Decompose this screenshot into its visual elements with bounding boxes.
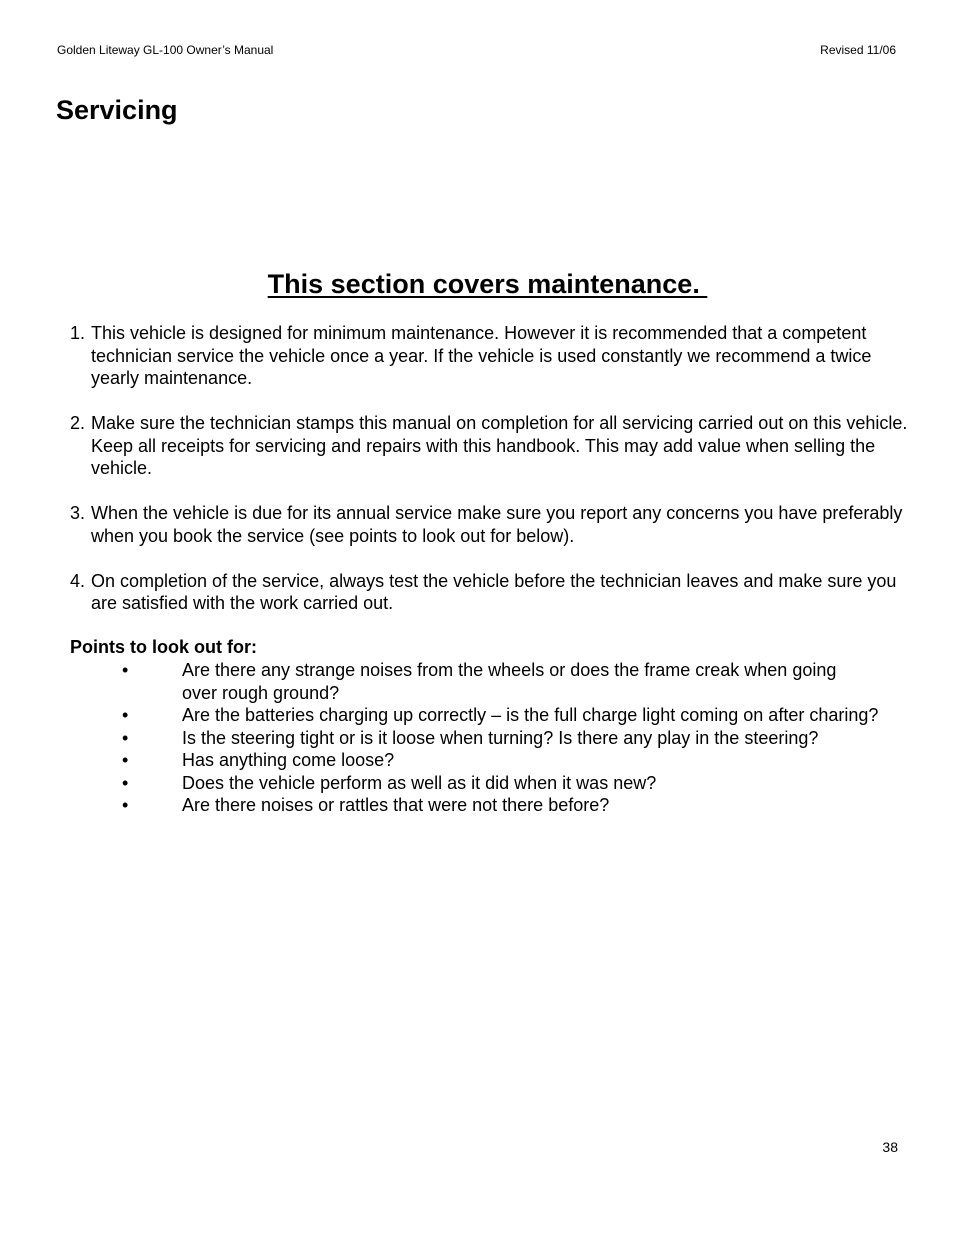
bullet-icon: • — [122, 727, 129, 748]
list-item — [120, 749, 910, 772]
bullet-icon: • — [122, 795, 129, 815]
page-title: Servicing — [56, 95, 178, 125]
points-list — [120, 659, 910, 817]
list-item — [70, 412, 910, 480]
list-item — [120, 659, 910, 704]
bullet-icon: • — [122, 705, 129, 725]
bullet-icon: • — [122, 750, 129, 770]
point-text: Is the steering tight or is it loose when turning? Is there any play in the steering? — [182, 727, 819, 748]
list-item — [120, 794, 910, 817]
section-heading: This section covers maintenance. — [267, 269, 708, 299]
point-text: Has anything come loose? — [182, 750, 395, 770]
point-text: Are there noises or rattles that were not there before? — [182, 795, 610, 815]
step-text: When the vehicle is due for its annual service make sure you report any concerns you have preferably when you book the service (see points to look out for below). — [91, 503, 903, 546]
list-item — [70, 570, 910, 615]
list-item — [120, 772, 910, 795]
step-text: Make sure the technician stamps this manual on completion for all servicing carried out on this vehicle. Keep all receipts for servicing and repairs with this handbook. This may add value when selling the vehicle. — [91, 413, 908, 478]
list-item — [70, 502, 910, 547]
step-number: 3. — [70, 503, 86, 523]
point-text: Are there any strange noises from the wheels or does the frame creak when going over rough ground? — [182, 660, 837, 703]
point-text: Does the vehicle perform as well as it did when it was new? — [182, 772, 657, 793]
bullet-icon: • — [122, 772, 129, 793]
running-header-revision: Revised 11/06 — [820, 43, 896, 57]
list-item — [70, 322, 910, 390]
step-number: 4. — [70, 570, 86, 591]
step-number: 2. — [70, 413, 86, 433]
step-text: This vehicle is designed for minimum maintenance. However it is recommended that a competent technician service the vehicle once a year. If the vehicle is used constantly we recommend a twice yearly maintenance. — [91, 323, 872, 388]
running-header-title: Golden Liteway GL-100 Owner’s Manual — [57, 43, 274, 57]
bullet-icon: • — [122, 660, 129, 680]
maintenance-steps-list — [70, 322, 910, 637]
points-heading: Points to look out for: — [70, 637, 257, 657]
step-number: 1. — [70, 323, 86, 343]
list-item — [120, 704, 910, 727]
step-text: On completion of the service, always test the vehicle before the technician leaves and make sure you are satisfied with the work carried out. — [91, 570, 897, 613]
point-text: Are the batteries charging up correctly – is the full charge light coming on after charing? — [182, 705, 879, 725]
list-item — [120, 727, 910, 750]
page-number: 38 — [882, 1139, 898, 1155]
